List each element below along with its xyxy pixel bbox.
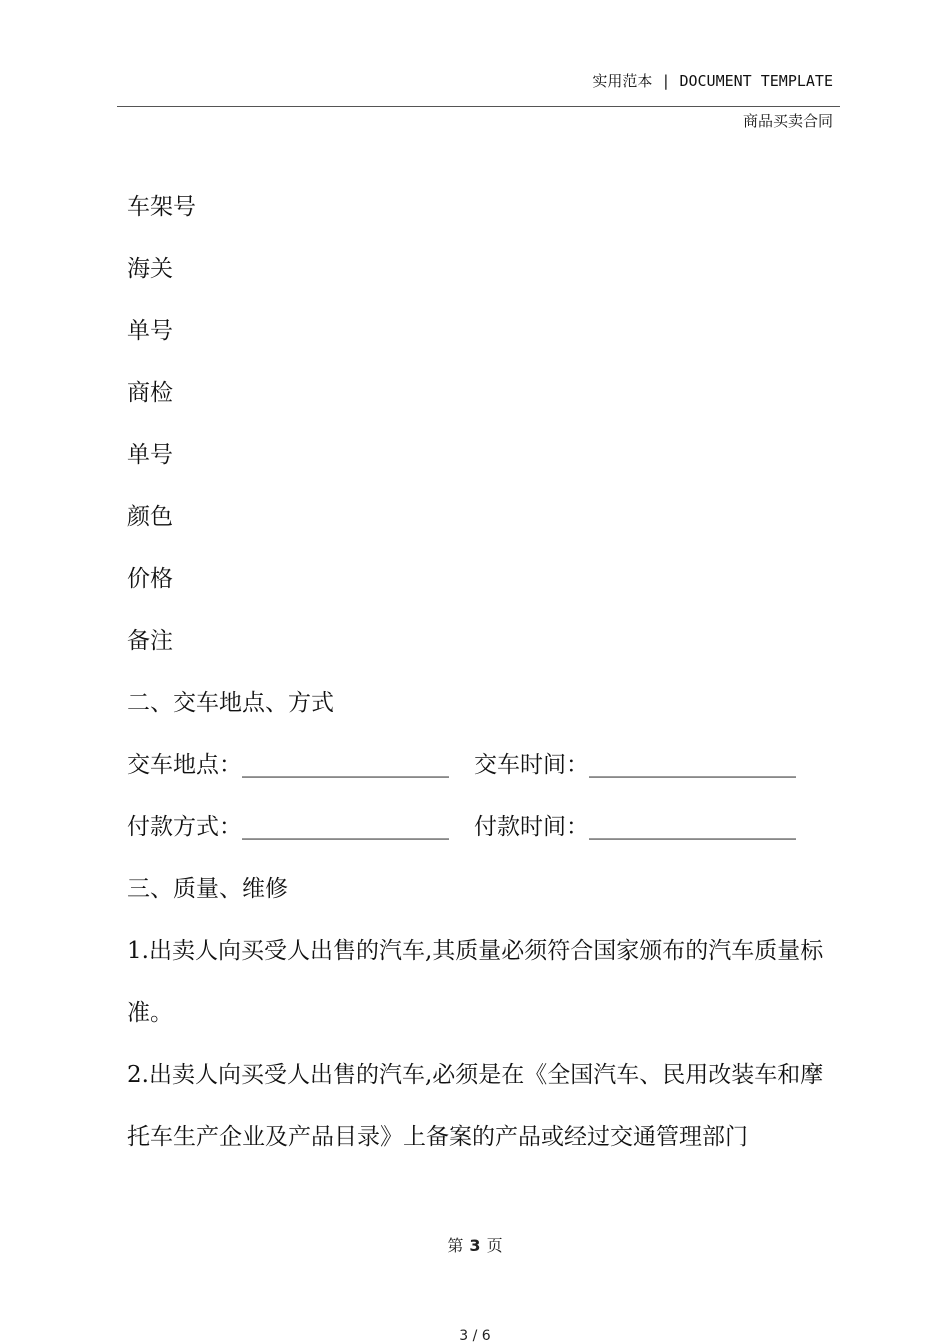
field-label: 海关 <box>127 256 173 282</box>
delivery-row <box>127 734 842 796</box>
field-label: 价格 <box>127 566 173 592</box>
document-body <box>127 176 842 1168</box>
field-label: 商检 <box>127 380 173 406</box>
delivery-time-blank: 交车时间：__________________ <box>474 752 796 778</box>
page-prefix: 第 <box>447 1236 464 1255</box>
page-number: 3 <box>469 1236 481 1255</box>
field-label: 颜色 <box>127 504 173 530</box>
header-title: 实用范本 | DOCUMENT TEMPLATE <box>592 72 833 90</box>
section-heading: 三、质量、维修 <box>127 876 288 902</box>
payment-method-blank: 付款方式：__________________ <box>127 814 449 840</box>
document-subtitle: 商品买卖合同 <box>742 112 833 130</box>
field-label: 备注 <box>127 628 173 654</box>
field-label: 单号 <box>127 442 173 468</box>
field-label: 单号 <box>127 318 173 344</box>
paragraph: 2.出卖人向买受人出售的汽车,必须是在《全国汽车、民用改装车和摩托车生产企业及产品目录》上备案的产品或经过交通管理部门 <box>127 1062 824 1150</box>
page-number-label <box>0 1233 950 1256</box>
payment-row <box>127 796 842 858</box>
section-heading: 二、交车地点、方式 <box>127 690 334 716</box>
field-label: 车架号 <box>127 194 196 220</box>
paragraph: 1.出卖人向买受人出售的汽车,其质量必须符合国家颁布的汽车质量标准。 <box>127 938 824 1026</box>
page-suffix: 页 <box>486 1236 503 1255</box>
page-counter: 3 / 6 <box>459 1328 491 1344</box>
header-divider <box>117 106 840 107</box>
delivery-location-blank: 交车地点：__________________ <box>127 752 449 778</box>
payment-time-blank: 付款时间：__________________ <box>474 814 796 840</box>
